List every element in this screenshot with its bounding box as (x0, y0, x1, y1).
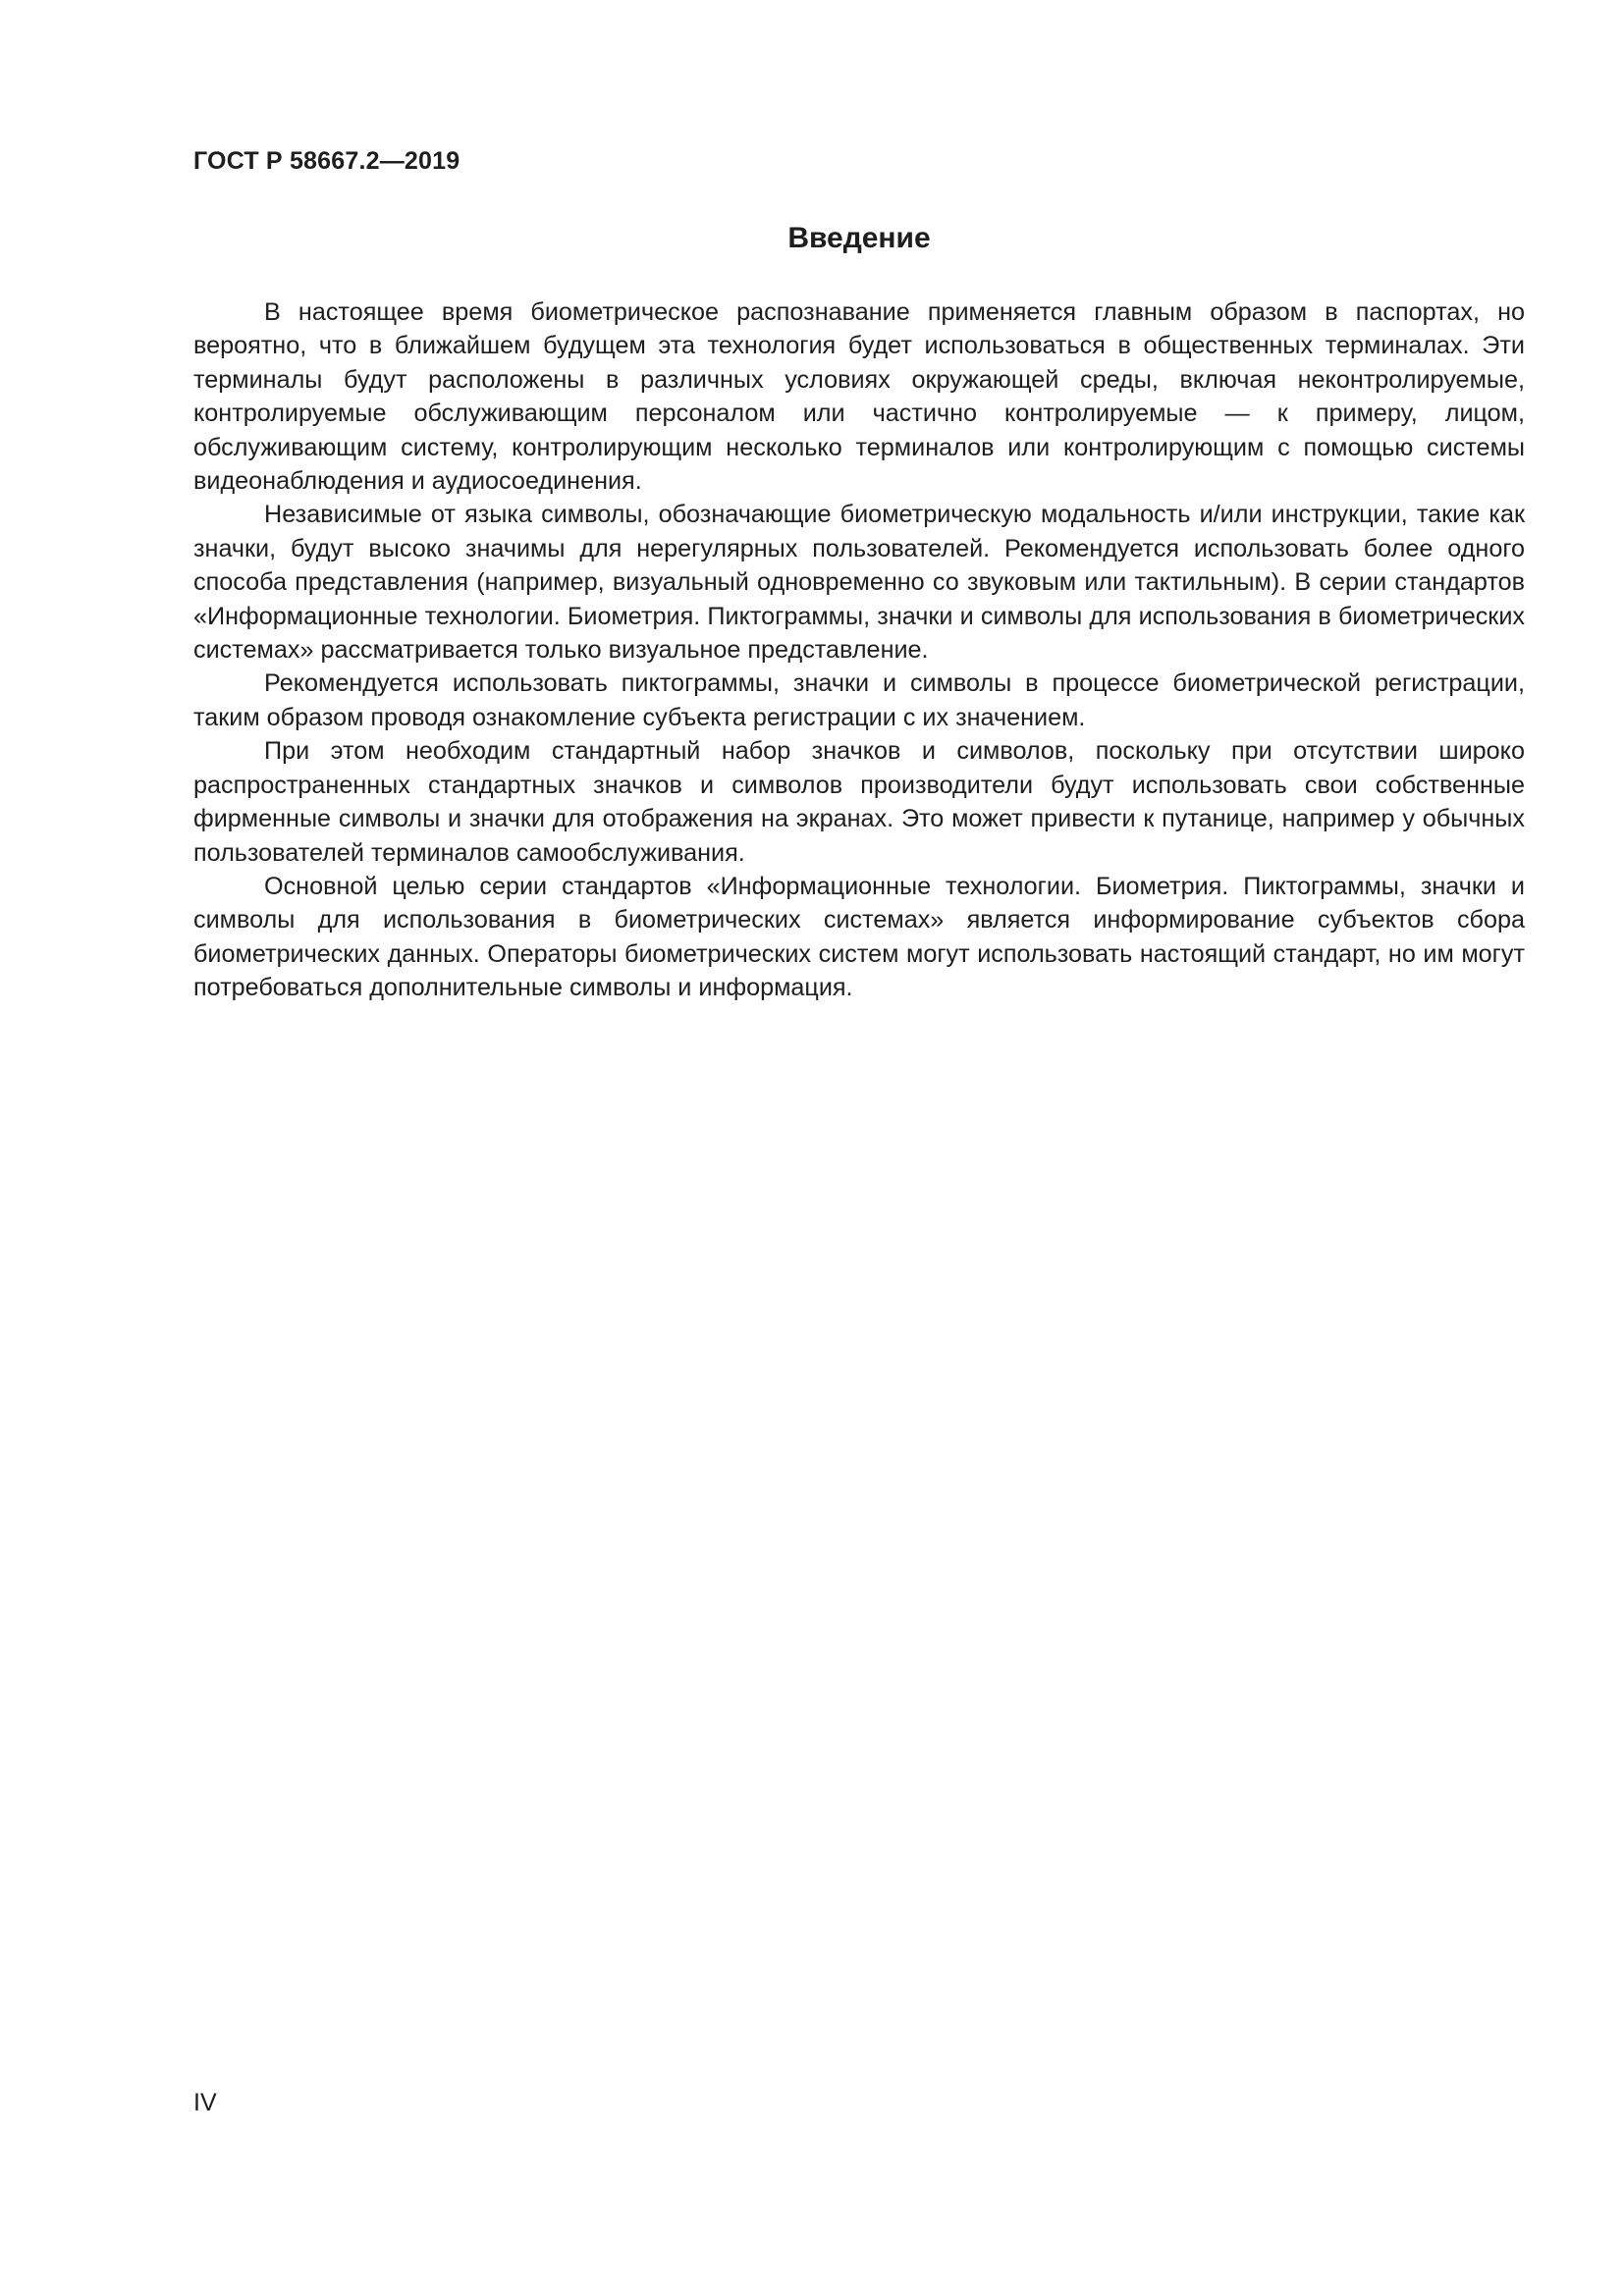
paragraph: Основной целью серии стандартов «Информационные технологии. Биометрия. Пиктограммы, значки и символы для использования в биометрических системах» является информирование субъектов сбора биометрических данных. Операторы биометрических систем могут использовать настоящий стандарт, но им могут потребоваться дополнительные символы и информация. (193, 872, 1525, 1002)
paragraph: Рекомендуется использовать пиктограммы, значки и символы в процессе биометрической регистрации, таким образом проводя ознакомление субъекта регистрации с их значением. (193, 669, 1525, 731)
paragraph: Независимые от языка символы, обозначающие биометрическую модальность и/или инструкции, такие как значки, будут высоко значимы для нерегулярных пользователей. Рекомендуется использовать более одного способа представления (например, визуальный одновременно со звуковым или тактильным). В серии стандартов «Информационные технологии. Биометрия. Пиктограммы, значки и символы для использования в биометрических системах» рассматривается только визуальное представление. (193, 501, 1525, 665)
paragraph: В настоящее время биометрическое распознавание применяется главным образом в паспортах, но вероятно, что в ближайшем будущем эта технология будет использоваться в общественных терминалах. Эти терминалы будут расположены в различных условиях окружающей среды, включая неконтролируемые, контролируемые обслуживающим персоналом или частично контролируемые — к примеру, лицом, обслуживающим систему, контролирующим несколько терминалов или контролирующим с помощью системы видеонаблюдения и аудиосоединения. (193, 298, 1525, 496)
page-number: IV (193, 2089, 217, 2116)
paragraph: При этом необходим стандартный набор значков и символов, поскольку при отсутствии широко распространенных стандартных значков и символов производители будут использовать свои собственные фирменные символы и значки для отображения на экранах. Это может привести к путанице, например у обычных пользователей терминалов самообслуживания. (193, 737, 1525, 867)
standard-designation: ГОСТ Р 58667.2—2019 (193, 147, 460, 175)
section-title: Введение (787, 222, 931, 254)
section-body (193, 295, 1525, 1005)
